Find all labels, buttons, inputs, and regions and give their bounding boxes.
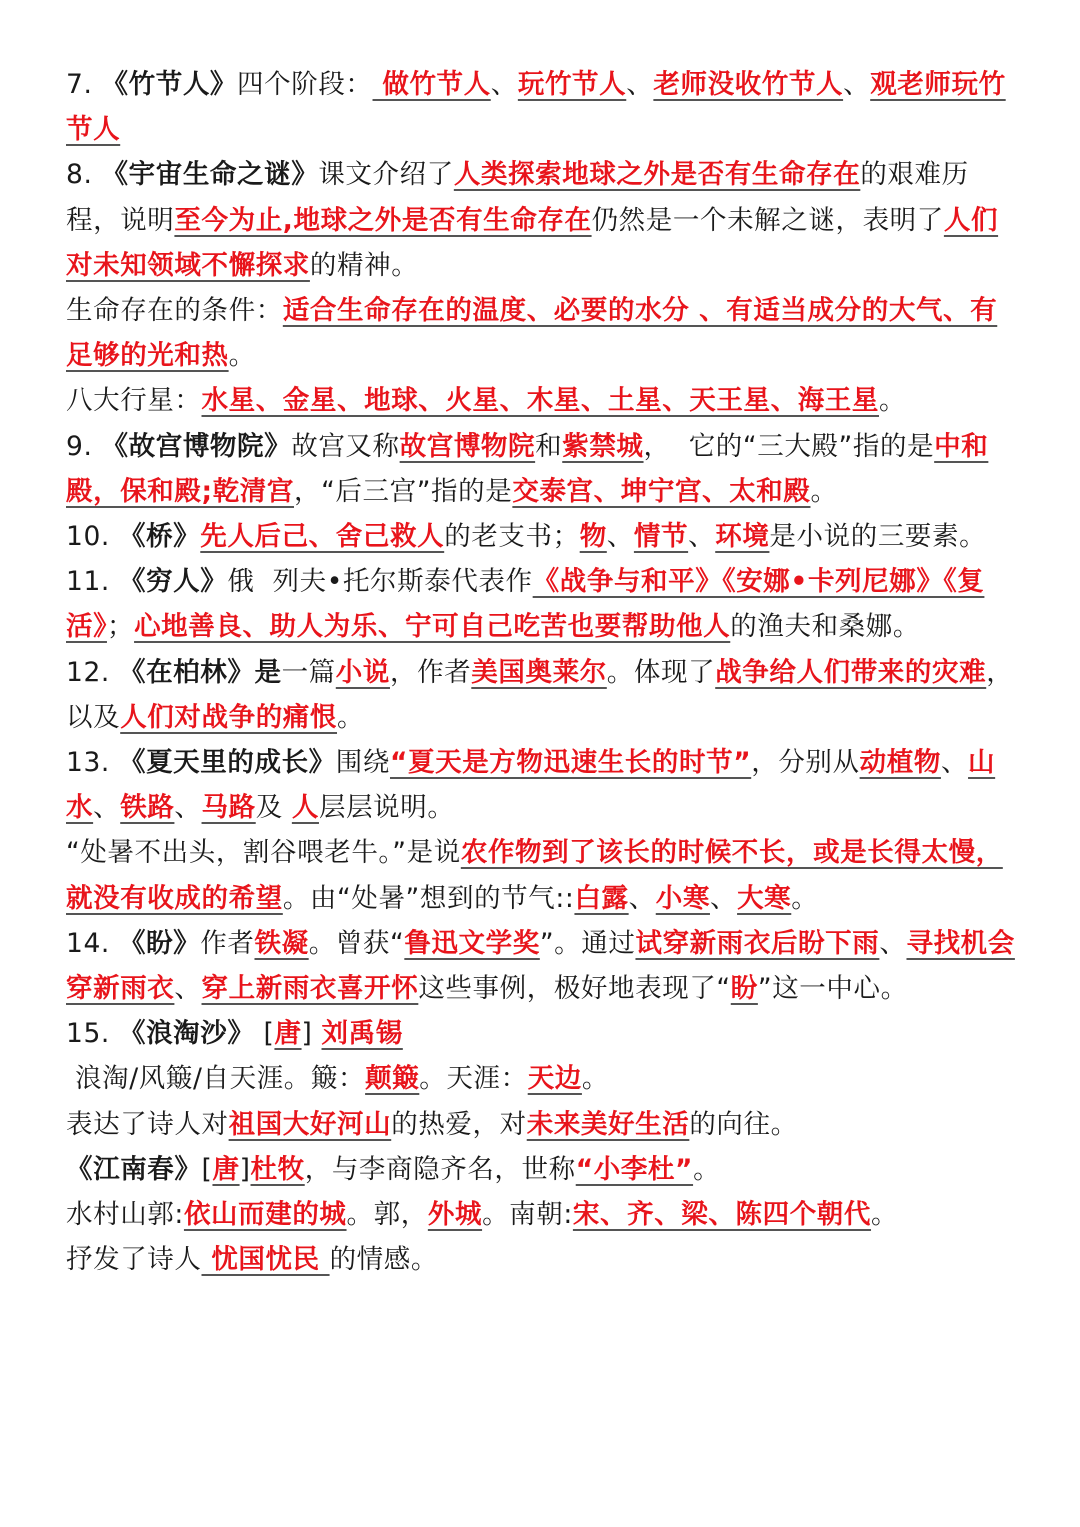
answer-text: 观老师玩竹节人 — [66, 69, 1006, 146]
paragraph-jiangnanchun-notes — [66, 1192, 1018, 1237]
body-text: 围绕 — [335, 747, 390, 779]
body-text: 一篇 — [281, 656, 336, 688]
answer-text: 唐 — [274, 1018, 302, 1050]
answer-text: 玩竹节人 — [517, 69, 627, 100]
answer-text: 做竹节人 — [372, 69, 491, 100]
answer-text: 农作物到了该长的时候不长，或是长得太慢，就没有收成的希望 — [66, 837, 1003, 914]
body-text: 的情感。 — [329, 1244, 438, 1276]
paragraph-proverb — [66, 830, 1018, 920]
body-text: 和 — [535, 430, 563, 462]
body-text: 课文介绍了 — [318, 159, 454, 191]
paragraph-15-notes — [66, 1056, 1018, 1101]
body-text: ，作者 — [389, 656, 472, 688]
paragraph-7 — [66, 62, 1018, 152]
body-text: 8. — [66, 159, 102, 191]
body-text: 。曾获“ — [308, 927, 405, 959]
body-text: 的精神。 — [309, 249, 419, 281]
answer-text: 战争给人们带来的灾难 — [715, 656, 987, 688]
body-text: 的渔夫和桑娜。 — [730, 611, 920, 643]
body-text: 表达了诗人对 — [66, 1108, 229, 1140]
answer-text: 铁路 — [120, 792, 175, 824]
body-text: 11. — [66, 566, 119, 598]
body-text: 、 — [174, 792, 202, 824]
body-text: ] — [301, 1018, 322, 1050]
body-text: 层层说明。 — [318, 792, 455, 824]
body-text: 12. — [66, 656, 119, 688]
answer-text: 物 — [579, 521, 607, 553]
body-text: 抒发了诗人 — [66, 1244, 202, 1276]
body-text: 的艰难历程，说明 — [66, 159, 969, 236]
answer-text: “小李杜” — [575, 1153, 694, 1185]
body-text: 。 — [693, 1153, 721, 1185]
body-text: ，与李商隐齐名，世称 — [304, 1153, 576, 1185]
body-text: 、 — [93, 792, 121, 824]
answer-text: 美国奥莱尔 — [471, 656, 607, 688]
body-text: 。 — [871, 1199, 899, 1231]
body-text: 的热爱，对 — [391, 1108, 527, 1140]
body-text: 仍然是一个未解之谜，表明了 — [591, 204, 944, 236]
answer-text: 唐 — [212, 1153, 240, 1185]
body-text: 浪淘/风簸/自天涯。簸： — [66, 1063, 366, 1095]
answer-text: 杜牧 — [250, 1153, 305, 1185]
body-text: 7. — [66, 69, 102, 100]
answer-text: 颠簸 — [365, 1063, 420, 1095]
answer-text: 白露 — [574, 882, 629, 914]
answer-text: 人们对未知领域不懈探求 — [66, 204, 999, 281]
lesson-title: 《故宫博物院》 — [101, 430, 292, 462]
paragraph-jiangnanchun-meaning — [66, 1237, 1018, 1282]
body-text: 八大行星： — [66, 385, 202, 417]
paragraph-11 — [66, 559, 1018, 649]
lesson-title: 《夏天里的成长》 — [118, 747, 336, 779]
lesson-title: 《在柏林》是 — [118, 656, 282, 688]
body-text: 。 — [337, 701, 365, 733]
lesson-title: 《浪淘沙》 — [118, 1018, 255, 1050]
body-text: 9. — [66, 430, 102, 462]
body-text: 。 — [228, 340, 256, 372]
answer-text: 适合生命存在的温度、必要的水分 、有适当成分的大气、有足够的光和热 — [66, 295, 998, 372]
answer-text: 忧国忧民 — [201, 1244, 330, 1276]
answer-text: “夏天是方物迅速生长的时节” — [389, 747, 752, 779]
body-text: [ — [254, 1018, 275, 1050]
lesson-title: 《盼》 — [118, 927, 201, 959]
answer-text: 《战争与和平》《安娜•卡列尼娜》《复活》 — [66, 566, 985, 643]
answer-text: 紫禁城 — [562, 430, 644, 462]
body-text: 、 — [626, 69, 654, 100]
body-text: 、 — [174, 973, 202, 1005]
paragraph-15-meaning — [66, 1102, 1018, 1147]
body-text: ”这一中心。 — [757, 973, 908, 1005]
body-text: ，“后三宫”指的是 — [294, 475, 513, 507]
answer-text: 至今为止,地球之外是否有生命存在 — [174, 204, 592, 236]
paragraph-13 — [66, 740, 1018, 830]
paragraph-jiangnanchun-title — [66, 1147, 1018, 1192]
body-text: 。 — [791, 882, 819, 914]
lesson-title: 《穷人》 — [118, 566, 228, 598]
answer-text: 老师没收竹节人 — [653, 69, 844, 100]
answer-text: 情节 — [633, 521, 689, 553]
answer-text: 天边 — [527, 1063, 582, 1095]
answer-text: 人们对战争的痛恨 — [120, 701, 338, 733]
paragraph-10 — [66, 514, 1018, 559]
body-text: 、 — [688, 521, 716, 553]
body-text: 、 — [709, 882, 738, 914]
body-text: 、 — [490, 69, 518, 100]
body-text: 、 — [940, 747, 969, 779]
answer-text: 交泰宫、坤宁宫、太和殿 — [512, 475, 811, 507]
body-text: 是小说的三要素。 — [769, 521, 987, 553]
body-text: 。郭， — [346, 1199, 428, 1231]
paragraph-9 — [66, 424, 1018, 514]
body-text: 。南朝: — [482, 1199, 573, 1231]
answer-text: 穿上新雨衣喜开怀 — [201, 973, 419, 1005]
answer-text: 试穿新雨衣后盼下雨 — [635, 927, 880, 959]
paragraph-8 — [66, 152, 1018, 288]
body-text: [ — [201, 1153, 213, 1185]
body-text: 。体现了 — [606, 656, 716, 688]
answer-text: 小寒 — [655, 882, 710, 914]
answer-text: 先人后己、舍己救人 — [200, 521, 445, 553]
body-text: 15. — [66, 1018, 119, 1050]
paragraph-12 — [66, 650, 1018, 740]
body-text: 俄 列夫•托尔斯泰代表作 — [227, 566, 533, 598]
body-text: 及 — [255, 792, 292, 824]
body-text: ，以及 — [66, 656, 1014, 733]
answer-text: 祖国大好河山 — [228, 1108, 392, 1140]
lesson-title: 《竹节人》 — [101, 69, 238, 100]
answer-text: 山水 — [66, 747, 996, 824]
body-text: 这些事例，极好地表现了“ — [418, 973, 731, 1005]
answer-text: 依山而建的城 — [183, 1199, 347, 1231]
answer-text: 大寒 — [737, 882, 792, 914]
answer-text: 鲁迅文学奖 — [404, 927, 540, 959]
lesson-title: 《江南春》 — [66, 1153, 202, 1185]
body-text: 、 — [606, 521, 634, 553]
paragraph-14 — [66, 921, 1018, 1011]
answer-text: 小说 — [335, 656, 390, 688]
answer-text: 寻找机会穿新雨衣 — [66, 927, 1015, 1005]
answer-text: 故宫博物院 — [399, 430, 536, 462]
lesson-title: 《宇宙生命之谜》 — [101, 159, 319, 191]
body-text: 四个阶段： — [237, 69, 373, 100]
body-text: 14. — [66, 927, 119, 959]
answer-text: 刘禹锡 — [321, 1018, 403, 1050]
answer-text: 中和殿，保和殿;乾清宫 — [66, 430, 989, 507]
answer-text: 马路 — [201, 792, 256, 824]
paragraph-15-title — [66, 1011, 1018, 1056]
body-text: 。 — [879, 385, 907, 417]
body-text: 水村山郭: — [66, 1199, 184, 1231]
body-text: 。天涯： — [419, 1063, 528, 1095]
answer-text: 盼 — [730, 973, 758, 1005]
body-text: 13. — [66, 747, 119, 779]
lesson-title: 《桥》 — [118, 521, 201, 553]
body-text: 、 — [843, 69, 871, 100]
answer-text: 宋、齐、梁、陈四个朝代 — [572, 1199, 872, 1231]
body-text: 作者 — [200, 927, 255, 959]
body-text: 10. — [66, 521, 119, 553]
body-text: 生命存在的条件： — [66, 295, 283, 327]
body-text: 。 — [581, 1063, 610, 1095]
paragraph-eight-planets — [66, 378, 1018, 423]
body-text: “处暑不出头，割谷喂老牛。”是说 — [66, 837, 461, 869]
body-text: ， 它的“三大殿”指的是 — [643, 430, 935, 462]
answer-text: 铁凝 — [254, 927, 309, 959]
body-text: ； — [106, 611, 135, 643]
answer-text: 人类探索地球之外是否有生命存在 — [453, 159, 861, 191]
body-text: 。 — [810, 475, 838, 507]
body-text: 的向往。 — [689, 1108, 798, 1140]
answer-text: 外城 — [427, 1199, 483, 1231]
answer-text: 人 — [291, 792, 319, 824]
answer-text: 水星、金星、地球、火星、木星、土星、天王星、海王星 — [201, 385, 879, 417]
body-text: 故宫又称 — [291, 430, 400, 462]
answer-text: 动植物 — [859, 747, 941, 779]
body-text: ] — [239, 1153, 251, 1185]
body-text: ”。通过 — [539, 927, 636, 959]
body-text: 的老支书； — [444, 521, 580, 553]
body-text: ，分别从 — [751, 747, 860, 779]
body-text: 。由“处暑”想到的节气:: — [282, 882, 575, 914]
body-text: 、 — [628, 882, 656, 914]
answer-text: 未来美好生活 — [526, 1108, 690, 1140]
paragraph-life-conditions — [66, 288, 1018, 378]
body-text: 、 — [879, 927, 907, 959]
answer-text: 心地善良、助人为乐、宁可自己吃苦也要帮助他人 — [134, 611, 731, 643]
answer-text: 环境 — [715, 521, 770, 553]
